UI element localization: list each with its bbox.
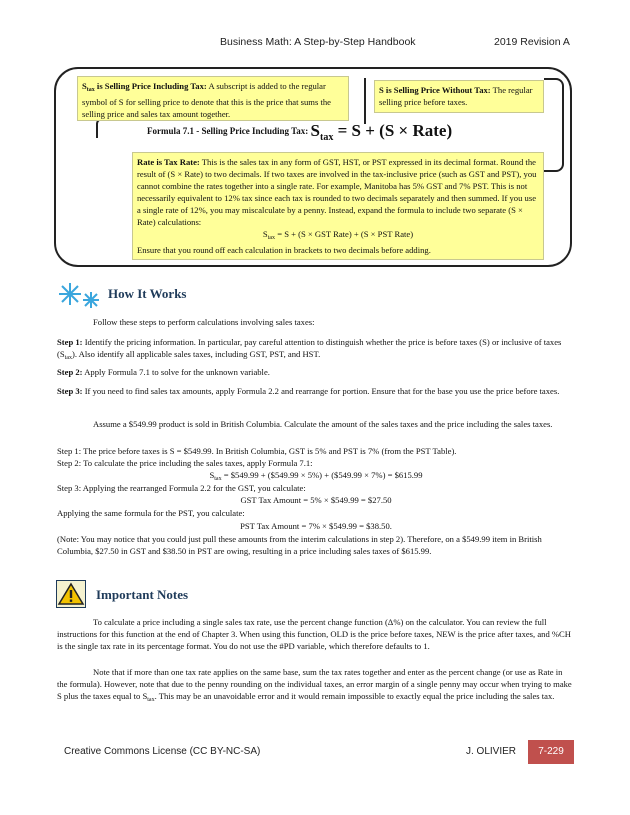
connector-stax <box>96 118 118 138</box>
book-title: Business Math: A Step-by-Step Handbook <box>220 36 416 48</box>
s-body: The regular selling price before taxes. <box>379 85 533 107</box>
snowflake-icon <box>55 278 103 312</box>
stax-symbol: S <box>82 81 87 91</box>
author-label: J. OLIVIER <box>466 746 517 757</box>
formula-label: Formula 7.1 - Selling Price Including Tax: <box>147 126 309 136</box>
step-2: Step 2: Apply Formula 7.1 to solve for the unknown variable. <box>57 367 270 377</box>
stax-body: A subscript is added to the regular symbol of S for selling price to denote that this is the price that sums the selling price and sales tax amount together. <box>82 81 331 119</box>
revision-label: 2019 Revision A <box>494 36 570 48</box>
rate-body: This is the sales tax in any form of GST, HST, or PST expressed in its decimal format. Round the result of (S × Rate) to two decimals. If two taxes are involved in the tax-inclusive price (such as GST and PST), you cannot combine the rates together into a single rate. For example, Manitoba has 5% GST and 7% PST. This is not necessarily equivalent to 12% tax since each tax is rounded to two decimals separately and then summed. If you use a single rate of 12%, you may miscalculate by a penny. Instead, expand the formula to include two separate (S × Rate) calculations: <box>137 157 537 227</box>
connector-rate-right <box>544 78 564 128</box>
connector-s <box>364 78 366 124</box>
example-intro: Assume a $549.99 product is sold in British Columbia. Calculate the amount of the sales taxes and the price including the sales taxes. <box>93 419 553 429</box>
example-step-1: Step 1: The price before taxes is S = $549.99. In British Columbia, GST is 5% and PST is 7% (from the PST Table). <box>57 446 457 456</box>
warning-icon <box>56 580 86 608</box>
example-pst-intro: Applying the same formula for the PST, you calculate: <box>57 508 245 518</box>
formula-expression: $S_{tax} = S + (S$ × Rate) <box>310 121 453 143</box>
step-3: Step 3: If you need to find sales tax amounts, apply Formula 2.2 and rearrange for portion. Ensure that for the base you use the price before taxes. <box>57 386 560 396</box>
how-it-works-intro: Follow these steps to perform calculations involving sales taxes: <box>93 317 315 327</box>
example-step-2: Step 2: To calculate the price including the sales taxes, apply Formula 7.1: <box>57 458 313 468</box>
connector-rate-down <box>544 128 564 172</box>
important-notes-para-1: To calculate a price including a single sales tax rate, use the percent change function (Δ%) on the calculator. You can review the full instructions for this function at the end of Chapter 3. When using this function, OLD is the price before taxes, NEW is the price after taxes, and %CH is the single tax rate in its percentage format. You do not use the #PD variable, which therefore defaults to 1. <box>57 617 571 651</box>
example-pst: PST Tax Amount = 7% × $549.99 = $38.50. <box>240 521 392 531</box>
stax-definition-box: $S_{tax}$ is Selling Price Including Tax: A subscript is added to the regular symbol of S for selling price to denote that this is the price that sums the selling price and sales tax amount together. <box>77 76 349 121</box>
example-equation-1: $S_{tax}$ = $549.99 + ($549.99 × 5%) + ($549.99 × 7%) = $615.99 <box>209 470 423 482</box>
rate-ending: Ensure that you round off each calculation in brackets to two decimals before adding. <box>137 245 431 255</box>
example-step-3: Step 3: Applying the rearranged Formula 2.2 for the GST, you calculate: <box>57 483 306 493</box>
s-definition-box <box>374 80 544 113</box>
license-label: Creative Commons License (CC BY-NC-SA) <box>64 746 261 757</box>
page-number-badge: 7-229 <box>528 740 574 764</box>
example-gst: GST Tax Amount = 5% × $549.99 = $27.50 <box>240 495 392 505</box>
important-notes-para-2: Note that if more than one tax rate applies on the same base, sum the tax rates together and enter as the percent change (or use as Rate in the formula). However, note that due to the penny rounding on the individual taxes, an error margin of a single penny may occur when trying to make S plus the taxes equal to $S_{tax}$. This may be an unavoidable error and it would remain impossible to exactly equal the price including the sales tax. <box>57 667 572 703</box>
rate-title: Rate is Tax Rate: <box>137 157 200 167</box>
rate-expanded-formula: $S_{tax} = S + (S$ × GST Rate) + (S × PST Rate) <box>262 229 414 241</box>
how-it-works-title: How It Works <box>108 286 187 301</box>
important-notes-title: Important Notes <box>96 587 189 602</box>
step-1: Step 1: Identify the pricing information. In particular, pay careful attention to distinguish whether the price is before taxes (S) or inclusive of taxes $(S_{tax})$. Also identify all applicable sales taxes, including GST, PST, and HST. <box>57 337 562 361</box>
example-note: (Note: You may notice that you could just pull these amounts from the interim calculations in step 2). Therefore, on a $549.99 item in British Columbia, $27.50 in GST and $38.50 in PST are owing, resulting in a price including sales taxes of $615.99. <box>57 534 542 556</box>
rate-definition-box <box>132 152 544 260</box>
s-title: S is Selling Price Without Tax: <box>379 85 491 95</box>
formula-7-1 <box>147 121 452 143</box>
